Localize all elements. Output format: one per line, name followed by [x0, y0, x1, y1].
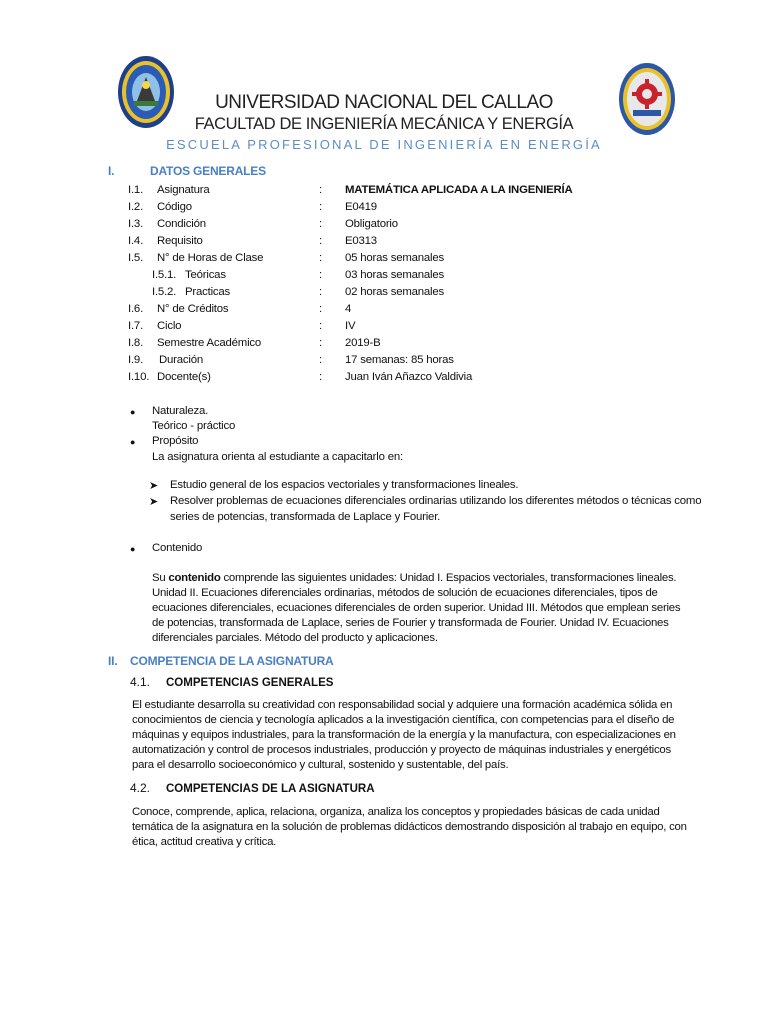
- row-label: Asignatura: [157, 184, 210, 196]
- row-label: Código: [157, 201, 192, 213]
- row-value: 03 horas semanales: [345, 269, 444, 281]
- row-colon: :: [319, 218, 322, 230]
- paragraph-line: máquinas y equipos industriales, para la transformación de la energía y la manufactura, con especializaciones en: [132, 729, 676, 741]
- competencias-generales-paragraph: [132, 698, 676, 773]
- row-number: I.3.: [128, 218, 144, 230]
- section-1-heading: [108, 164, 266, 178]
- subsection-title: COMPETENCIAS GENERALES: [166, 677, 334, 689]
- row-label: Practicas: [185, 286, 231, 298]
- paragraph-line: conocimientos de ciencia y tecnología aplicados a la investigación científica, con competencias para el diseño de: [132, 714, 675, 726]
- row-value: IV: [345, 320, 356, 332]
- proposito-title: Propósito: [152, 435, 199, 447]
- contenido-line-4: de potencias, transformada de Laplace, series de Fourier y transformada de Fourier. Unidad IV. Ecuaciones: [152, 617, 669, 629]
- row-value: E0313: [345, 235, 377, 247]
- bullet-icon: ●: [130, 407, 136, 417]
- row-colon: :: [319, 269, 322, 281]
- row-label: N° de Horas de Clase: [157, 252, 264, 264]
- row-number: I.6.: [128, 303, 144, 315]
- row-label: Requisito: [157, 235, 203, 247]
- row-label: Docente(s): [157, 371, 211, 383]
- paragraph-line: Conoce, comprende, aplica, relaciona, organiza, analiza los conceptos y propiedades básicas de cada unidad: [132, 806, 660, 818]
- section-2-heading: [108, 654, 334, 668]
- subsection-4-1-heading: [130, 675, 333, 689]
- proposito-text: La asignatura orienta al estudiante a capacitarlo en:: [152, 451, 403, 463]
- subsection-number: 4.1.: [130, 675, 151, 689]
- naturaleza-title: Naturaleza.: [152, 405, 209, 417]
- row-label: Semestre Académico: [157, 337, 262, 349]
- paragraph-line: ética, actitud creativa y crítica.: [132, 836, 277, 848]
- paragraph-line: para el desarrollo socioeconómico y cultural, sostenido y sustentable, del país.: [132, 759, 509, 771]
- row-colon: :: [319, 354, 322, 366]
- contenido-line-1: comprende las siguientes unidades: Unidad I. Espacios vectoriales, transformaciones lineales.: [220, 572, 677, 584]
- subsection-number: 4.2.: [130, 781, 151, 795]
- row-value: 02 horas semanales: [345, 286, 444, 298]
- arrow-icon: ➤: [149, 496, 159, 508]
- paragraph-line: El estudiante desarrolla su creatividad con responsabilidad social y adquiere una formación académica sólida en: [132, 699, 673, 711]
- contenido-line-5: diferenciales parciales. Método del producto y aplicaciones.: [152, 632, 438, 644]
- purpose-item-2-cont: series de potencias, transformada de Laplace y Fourier.: [170, 511, 441, 523]
- row-colon: :: [319, 235, 322, 247]
- contenido-bold: contenido: [168, 572, 221, 584]
- paragraph-line: temática de la asignatura en la solución de problemas didácticos demostrando disposición al trabajo en equipo, con: [132, 821, 687, 833]
- contenido-line-2: Unidad II. Ecuaciones diferenciales ordinarias, métodos de solución de ecuaciones diferenciales, tipos de: [152, 587, 658, 599]
- row-number: I.4.: [128, 235, 144, 247]
- row-label: Duración: [159, 354, 203, 366]
- row-colon: :: [319, 252, 322, 264]
- row-colon: :: [319, 286, 322, 298]
- row-label: Ciclo: [157, 320, 182, 332]
- competencias-asignatura-paragraph: [132, 805, 687, 850]
- naturaleza-value: Teórico - práctico: [152, 420, 236, 432]
- row-number: I.5.2.: [152, 286, 177, 298]
- contenido-prefix: Su: [152, 572, 169, 584]
- subsection-title: COMPETENCIAS DE LA ASIGNATURA: [166, 783, 375, 795]
- contenido-title: Contenido: [152, 542, 203, 554]
- row-number: I.9.: [128, 354, 144, 366]
- purpose-item-2: Resolver problemas de ecuaciones diferenciales ordinarias utilizando los diferentes métodos o técnicas como: [170, 495, 702, 507]
- section-1-number: I.: [108, 164, 115, 178]
- row-value: E0419: [345, 201, 377, 213]
- contenido-paragraph: [152, 571, 681, 646]
- bullet-icon: ●: [130, 437, 136, 447]
- row-value: Obligatorio: [345, 218, 398, 230]
- subsection-4-2-heading: [130, 781, 375, 795]
- row-value: 2019-B: [345, 337, 381, 349]
- row-value: 05 horas semanales: [345, 252, 444, 264]
- section-1-title: DATOS GENERALES: [150, 164, 266, 178]
- section-2-number: II.: [108, 654, 118, 668]
- contenido-line-3: ecuaciones diferenciales, ecuaciones diferenciales de orden superior. Unidad III. Métodos que emplean series: [152, 602, 681, 614]
- row-value: 17 semanas: 85 horas: [345, 354, 454, 366]
- row-colon: :: [319, 337, 322, 349]
- row-value: 4: [345, 303, 352, 315]
- row-number: I.8.: [128, 337, 144, 349]
- row-label: N° de Créditos: [157, 303, 229, 315]
- row-colon: :: [319, 184, 322, 196]
- row-number: I.7.: [128, 320, 144, 332]
- row-colon: :: [319, 303, 322, 315]
- row-number: I.5.1.: [152, 269, 177, 281]
- row-colon: :: [319, 371, 322, 383]
- arrow-icon: ➤: [149, 480, 159, 492]
- purpose-item-1: Estudio general de los espacios vectoriales y transformaciones lineales.: [170, 479, 519, 491]
- row-value: MATEMÁTICA APLICADA A LA INGENIERÍA: [345, 184, 573, 196]
- bullet-icon: ●: [130, 544, 136, 554]
- row-label: Condición: [157, 218, 206, 230]
- row-colon: :: [319, 320, 322, 332]
- paragraph-line: automatización y control de procesos industriales, producción y proyecto de máquinas industriales y energéticos: [132, 744, 671, 756]
- section-2-title: COMPETENCIA DE LA ASIGNATURA: [130, 654, 334, 668]
- row-value: Juan Iván Añazco Valdivia: [345, 371, 473, 383]
- row-number: I.1.: [128, 184, 144, 196]
- row-number: I.10.: [128, 371, 150, 383]
- faculty-name: FACULTAD DE INGENIERÍA MECÁNICA Y ENERGÍA: [194, 115, 574, 133]
- row-number: I.5.: [128, 252, 144, 264]
- row-label: Teóricas: [185, 269, 226, 281]
- row-colon: :: [319, 201, 322, 213]
- row-number: I.2.: [128, 201, 144, 213]
- school-name: ESCUELA PROFESIONAL DE INGENIERÍA EN ENERGÍA: [166, 137, 602, 152]
- university-name: UNIVERSIDAD NACIONAL DEL CALLAO: [215, 92, 553, 113]
